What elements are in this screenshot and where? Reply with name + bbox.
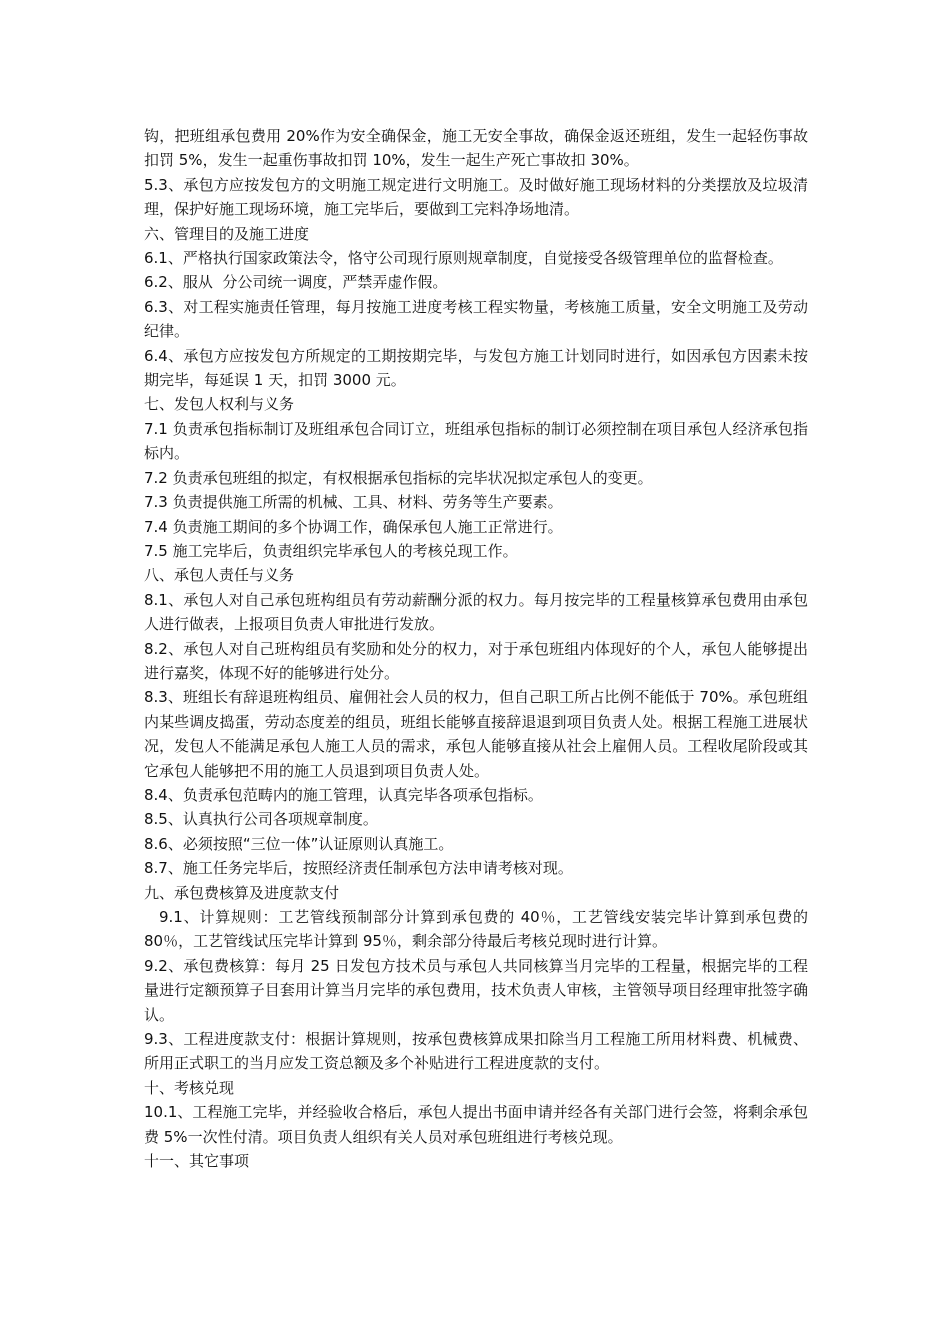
paragraph-8-5: 8.5、认真执行公司各项规章制度。 (144, 810, 378, 829)
paragraph-10-1: 10.1、工程施工完毕，并经验收合格后，承包人提出书面申请并经各有关部门进行会签，将剩余承包费 5%一次性付清。项目负责人组织有关人员对承包班组进行考核兑现。 (144, 1103, 808, 1146)
paragraph-7-2: 7.2 负责承包班组的拟定，有权根据承包指标的完毕状况拟定承包人的变更。 (144, 468, 653, 487)
paragraph-8-2: 8.2、承包人对自己班构组员有奖励和处分的权力，对于承包班组内体现好的个人，承包人能够提出进行嘉奖，体现不好的能够进行处分。 (144, 639, 808, 682)
paragraph-6-1: 6.1、严格执行国家政策法令，恪守公司现行原则规章制度，自觉接受各级管理单位的监督检查。 (144, 249, 783, 268)
paragraph-6-2: 6.2、服从 分公司统一调度，严禁弄虚作假。 (144, 273, 448, 292)
paragraph-5-3: 5.3、承包方应按发包方的文明施工规定进行文明施工。及时做好施工现场材料的分类摆放及垃圾清理，保护好施工现场环境，施工完毕后，要做到工完料净场地清。 (144, 175, 808, 219)
paragraph-6-4: 6.4、承包方应按发包方所规定的工期按期完毕，与发包方施工计划同时进行，如因承包方因素未按期完毕，每延误 1 天，扣罚 3000 元。 (144, 346, 808, 390)
paragraph-8-7: 8.7、施工任务完毕后，按照经济责任制承包方法申请考核对现。 (144, 859, 573, 878)
paragraph-5-2-continuation: 钩，把班组承包费用 20%作为安全确保金，施工无安全事故，确保金返还班组，发生一起轻伤事故扣罚 5%，发生一起重伤事故扣罚 10%，发生一起生产死亡事故扣 30%。 (144, 127, 808, 170)
paragraph-7-4: 7.4 负责施工期间的多个协调工作，确保承包人施工正常进行。 (144, 517, 563, 536)
section-heading-9: 九、承包费核算及进度款支付 (144, 883, 340, 902)
section-heading-6: 六、管理目的及施工进度 (144, 224, 310, 243)
paragraph-6-3: 6.3、对工程实施责任管理，每月按施工进度考核工程实物量，考核施工质量，安全文明施工及劳动纪律。 (144, 297, 808, 341)
paragraph-9-3: 9.3、工程进度款支付：根据计算规则，按承包费核算成果扣除当月工程施工所用材料费、机械费、所用正式职工的当月应发工资总额及多个补贴进行工程进度款的支付。 (144, 1030, 808, 1073)
paragraph-7-3: 7.3 负责提供施工所需的机械、工具、材料、劳务等生产要素。 (144, 493, 563, 512)
paragraph-8-3: 8.3、班组长有辞退班构组员、雇佣社会人员的权力，但自己职工所占比例不能低于 70%。承包班组内某些调皮捣蛋，劳动态度差的组员，班组长能够直接辞退退到项目负责人处。根据工程施工进展状况，发包人不能满足承包人施工人员的需求，承包人能够直接从社会上雇佣人员。工程收尾阶段或其它承包人能够把不用的施工人员退到项目负责人处。 (144, 688, 808, 780)
section-heading-8: 八、承包人责任与义务 (144, 566, 295, 585)
paragraph-9-1: 9.1、计算规则：工艺管线预制部分计算到承包费的 40％，工艺管线安装完毕计算到承包费的 80％，工艺管线试压完毕计算到 95％，剩余部分待最后考核兑现时进行计算。 (144, 908, 808, 951)
section-heading-10: 十、考核兑现 (144, 1078, 235, 1097)
document-page (144, 124, 808, 1173)
paragraph-8-4: 8.4、负责承包范畴内的施工管理，认真完毕各项承包指标。 (144, 785, 543, 804)
paragraph-8-1: 8.1、承包人对自己承包班构组员有劳动薪酬分派的权力。每月按完毕的工程量核算承包费用由承包人进行做表，上报项目负责人审批进行发放。 (144, 590, 808, 634)
section-heading-7: 七、发包人权利与义务 (144, 395, 295, 414)
paragraph-9-2: 9.2、承包费核算：每月 25 日发包方技术员与承包人共同核算当月完毕的工程量，根据完毕的工程量进行定额预算子目套用计算当月完毕的承包费用，技术负责人审核，主管领导项目经理审批签字确认。 (144, 956, 808, 1024)
section-heading-11: 十一、其它事项 (144, 1152, 250, 1171)
paragraph-7-1: 7.1 负责承包指标制订及班组承包合同订立，班组承包指标的制订必须控制在项目承包人经济承包指标内。 (144, 419, 808, 463)
paragraph-7-5: 7.5 施工完毕后，负责组织完毕承包人的考核兑现工作。 (144, 541, 518, 560)
paragraph-8-6: 8.6、必须按照“三位一体”认证原则认真施工。 (144, 834, 454, 853)
